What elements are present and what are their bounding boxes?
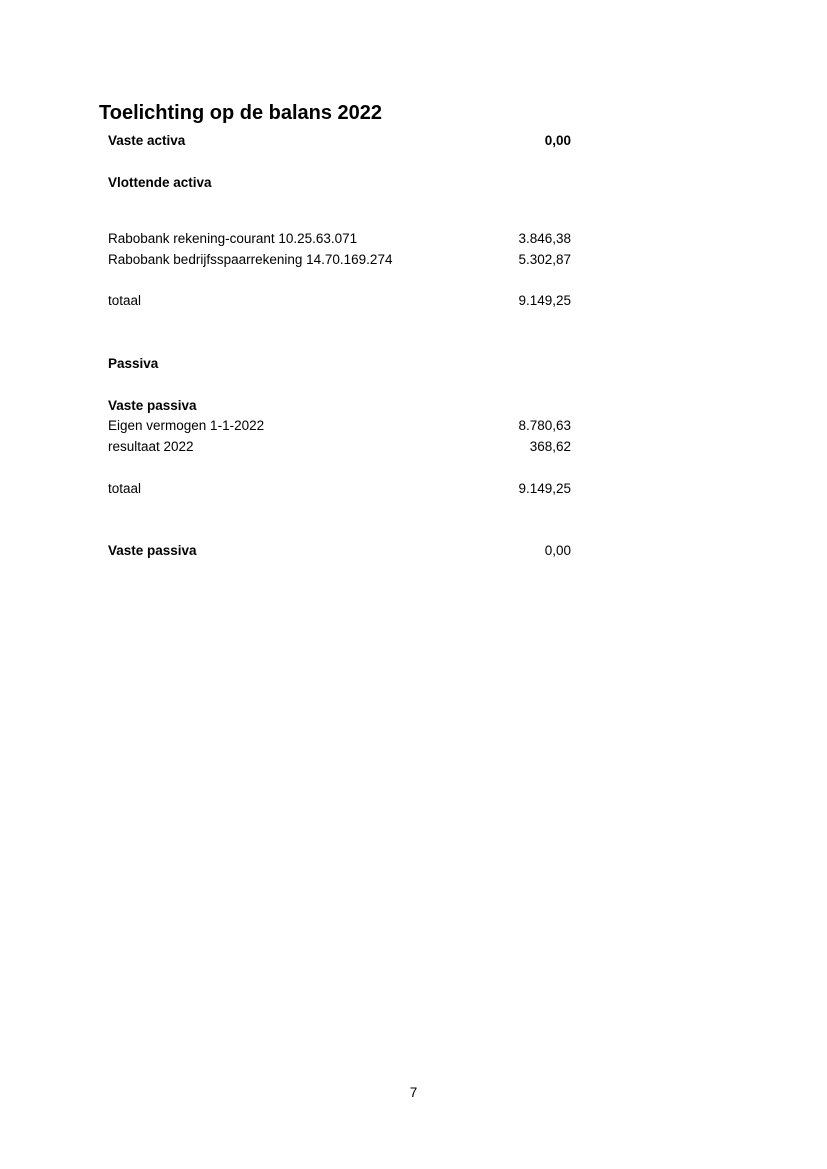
account-value: 5.302,87 (518, 252, 571, 267)
vaste-activa-value: 0,00 (544, 133, 571, 148)
passiva-item-label: resultaat 2022 (108, 439, 194, 454)
vaste-passiva-label: Vaste passiva (108, 543, 197, 558)
passiva-heading: Passiva (108, 356, 159, 371)
page-number: 7 (409, 1085, 418, 1100)
account-label: Rabobank bedrijfsspaarrekening 14.70.169.274 (108, 252, 393, 267)
vaste-activa-label: Vaste activa (108, 133, 186, 148)
passiva-item (108, 416, 571, 436)
passiva-total-row (108, 479, 571, 499)
total-label: totaal (108, 481, 142, 496)
passiva-heading-row (108, 354, 571, 374)
vaste-activa-row (108, 131, 571, 151)
account-label: Rabobank rekening-courant 10.25.63.071 (108, 231, 358, 246)
passiva-item (108, 437, 571, 457)
page-title: Toelichting op de balans 2022 (99, 102, 383, 124)
vlottende-activa-heading: Vlottende activa (108, 175, 212, 190)
vlottende-activa-heading-row (108, 173, 571, 193)
vaste-passiva-row (108, 541, 571, 561)
total-value: 9.149,25 (518, 481, 571, 496)
account-value: 3.846,38 (518, 231, 571, 246)
passiva-item-label: Eigen vermogen 1-1-2022 (108, 418, 265, 433)
vaste-passiva-heading: Vaste passiva (108, 398, 197, 413)
passiva-item-value: 8.780,63 (518, 418, 571, 433)
vlottende-activa-total-row (108, 291, 571, 311)
total-value: 9.149,25 (518, 293, 571, 308)
vlottende-activa-item (108, 250, 571, 270)
vaste-passiva-value: 0,00 (544, 543, 571, 558)
passiva-item-value: 368,62 (529, 439, 571, 454)
vaste-passiva-heading-row (108, 396, 571, 416)
total-label: totaal (108, 293, 142, 308)
vlottende-activa-item (108, 229, 571, 249)
